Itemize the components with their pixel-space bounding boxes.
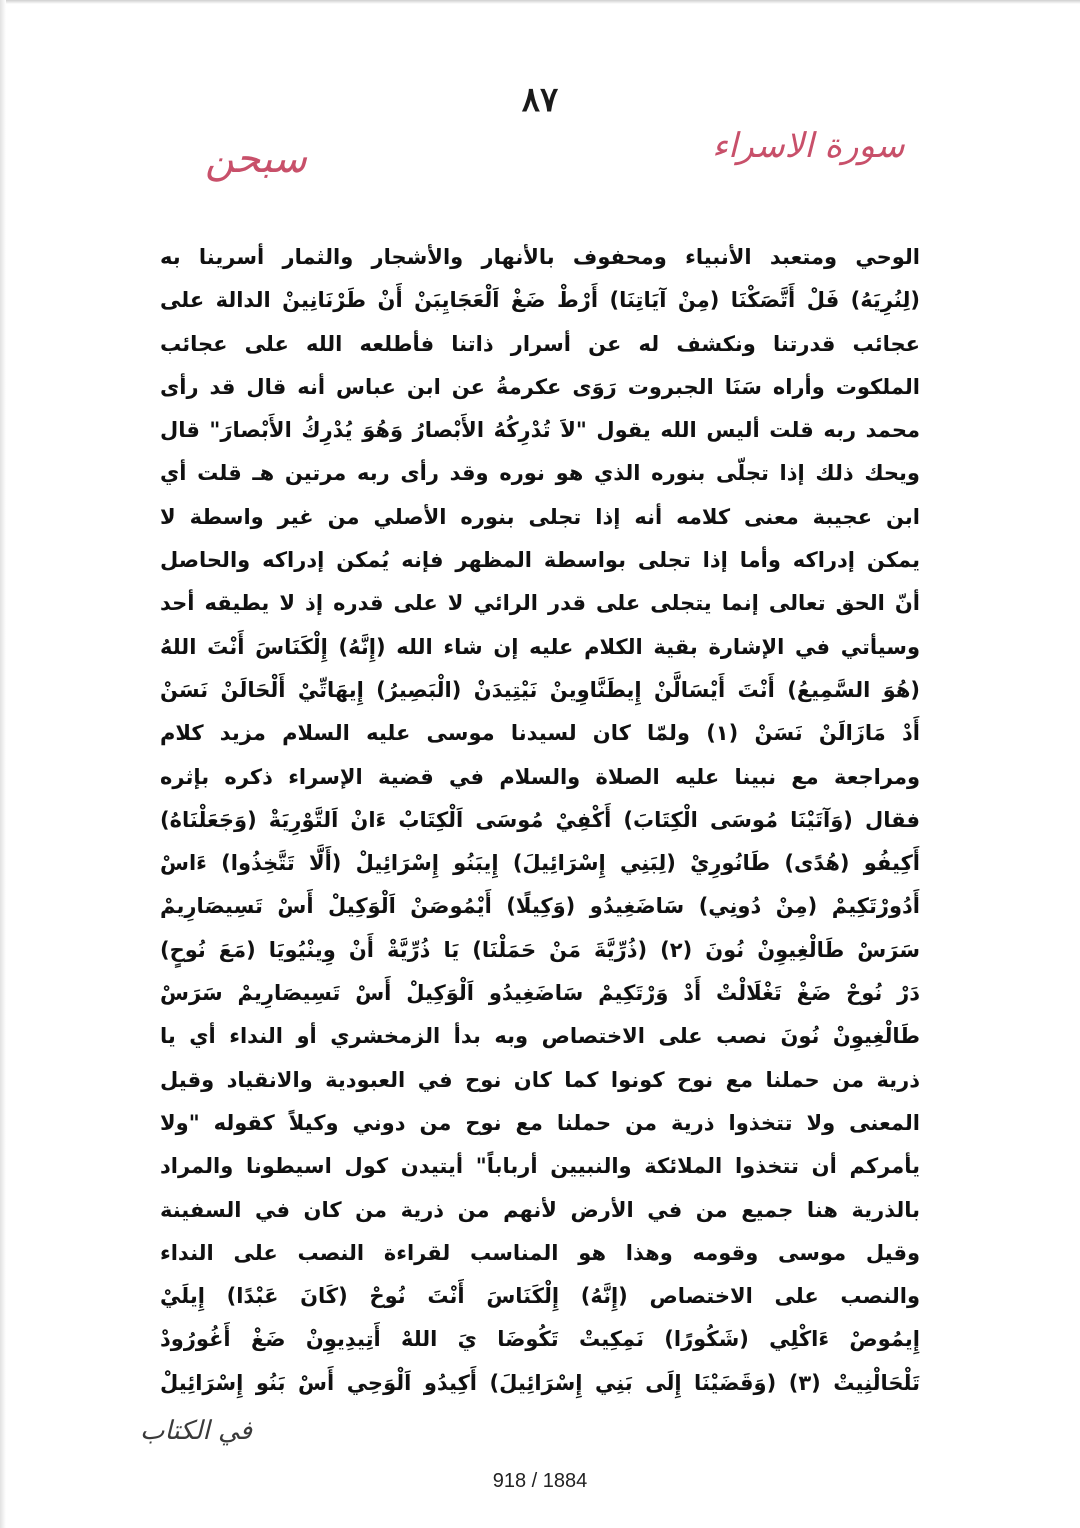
text-line-19: طَالْغِيوِنْ نُونَ نصب على الاختصاص وبه بدأ الزمخشري أو النداء أي يا	[160, 1024, 920, 1049]
scan-edge-left	[0, 0, 6, 1528]
text-line-17: سَرَسْ طَالْغِيوِنْ نُونَ (٢) (ذُرِّيَّةَ مَنْ حَمَلْنَا) يَا ذُرِّيَّةْ أَنْ وِينْيُويَا (مَعَ نُوحٍ)	[160, 937, 920, 962]
text-line-22: يأمركم أن تتخذوا الملائكة والنبيين أرباباً" أيتيدن كول اسيطونا والمراد	[160, 1154, 920, 1179]
text-line-11: (هُوَ السَّمِيعُ) أَنْتَ أَيْسَالَّنْ إِيطَنَّاوِينْ نَيْتِيدَنْ (الْبَصِيرُ) إِيهَاتِّيْ أَلْحَالَنْ نَسَنْ	[160, 677, 920, 702]
text-line-26: إِيمُوصْ ءَاكْلِي (شَكُورًا) نَمِكِيتْ تَكُوضَا يَ اللهْ أَتِيدِيوِنْ ضَغْ أَغُورُودْ	[160, 1327, 920, 1352]
handwritten-bottom-note: في الكتاب	[140, 1416, 253, 1446]
text-line-3: عجائب قدرتنا ونكشف له عن أسرار ذاتنا فأطلعه الله على عجائب	[160, 331, 920, 356]
handwritten-surah-note: سورة الاسراء	[712, 126, 905, 166]
text-line-4: الملكوت وأراه سَنَا الجبروت رَوَى عكرمةُ عن ابن عباس أنه قال قد رأى	[160, 374, 920, 399]
text-line-24: وقيل موسى وقومه وهذا هو المناسب لقراءة النصب على النداء	[160, 1240, 920, 1265]
pdf-page-counter: 918 / 1884	[492, 1470, 588, 1492]
text-line-2: (لِنُرِيَهُ) فَلْ أَتَّصَكْنَا (مِنْ آيَاتِنَا) أَرْطْ ضَغْ اَلْعَجَايِبَنْ أَنْ طَرْنَانِينْ الدالة على	[160, 288, 920, 313]
text-line-6: ويحك ذلك إذا تجلّى بنوره الذي هو نوره وقد رأى ربه مرتين هـ قلت أي	[160, 461, 920, 486]
text-line-10: وسيأتي في الإشارة بقية الكلام عليه إن شاء الله (إِنَّهُ) إِلْكَنَاسَ أَنْتَ اللهُ	[160, 634, 920, 659]
text-line-21: المعنى ولا تتخذوا ذرية من حملنا مع نوح من دوني وكيلاً كقوله "ولا	[160, 1110, 920, 1135]
text-line-18: دَرْ نُوحْ ضَغْ تَغْلَالْتْ أَدْ وَرْتَكِيمْ سَاضَغِيدُو اَلْوَكِيلْ أَسْ تَسِيصَارِيمْ سَرَسْ	[160, 981, 920, 1006]
text-line-20: ذرية من حملنا مع نوح كونوا كما كان نوح في العبودية والانقياد وقيل	[160, 1067, 920, 1092]
body-text	[160, 236, 920, 1405]
text-line-8: يمكن إدراكه وأما إذا تجلى بواسطة المظهر فإنه يُمكن إدراكه والحاصل	[160, 548, 920, 573]
text-line-14: فقال (وَآتَيْنَا مُوسَى الْكِتَابَ) أَكْفِيْ مُوسَى اَلْكِتَابْ ءَانْ اَلتَّوْرِيَةْ (وَجَعَلْنَاهُ)	[160, 807, 920, 832]
text-line-15: أَكِيفُو (هُدًى) طَانُورِيْ (لِبَنِي إِسْرَائِيلَ) إِيبَنُو إِسْرَائِيلْ (أَلَّا تَتَّخِذُوا) ءَاسْ	[160, 851, 920, 876]
text-line-16: أَدُورْتَكِيمْ (مِنْ دُونِي) سَاضَغِيدُو (وَكِيلًا) أَيْمُوصَنْ اَلْوَكِيلْ أَسْ تَسِيصَارِيمْ	[160, 894, 920, 919]
handwritten-juz-note: سبحن	[205, 136, 307, 182]
page-number: ٨٧	[521, 80, 559, 120]
text-line-12: أَدْ مَازَالَنْ نَسَنْ (١) ولمّا كان لسيدنا موسى عليه السلام مزيد كلام	[160, 721, 920, 746]
text-line-23: بالذرية هنا جميع من في الأرض لأنهم من ذرية من كان في السفينة	[160, 1197, 920, 1222]
text-line-25: والنصب على الاختصاص (إِنَّهُ) إِلْكَنَاسَ أَنْتَ نُوحْ (كَانَ عَبْدًا) إِيلَيْ	[160, 1284, 920, 1309]
text-line-27: تَلْحَالْنِيتْ (٣) (وَقَضَيْنَا إِلَى بَنِي إِسْرَائِيلَ) أَكِيدُو اَلْوَحِي أَسْ بَنُو إِسْرَائِيلْ	[160, 1370, 920, 1395]
text-line-1: الوحي ومتعبد الأنبياء ومحفوف بالأنهار والأشجار والثمار أسرينا به	[160, 245, 920, 269]
text-line-5: محمد ربه قلت أليس الله يقول "لاَ تُدْرِكُهُ الأَبْصارُ وَهُوَ يُدْرِكُ الأَبْصارَ" قال	[160, 418, 920, 443]
text-line-9: أنّ الحق تعالى إنما يتجلى على قدر الرائي لا على قدره إذ لا يطيقه أحد	[160, 591, 920, 616]
text-line-13: ومراجعة مع نبينا عليه الصلاة والسلام في قضية الإسراء ذكره بإثره	[160, 764, 920, 789]
scan-edge-top	[0, 0, 1080, 4]
text-line-7: ابن عجيبة معنى كلامه أنه إذا تجلى بنوره الأصلي من غير واسطة لا	[160, 504, 920, 529]
